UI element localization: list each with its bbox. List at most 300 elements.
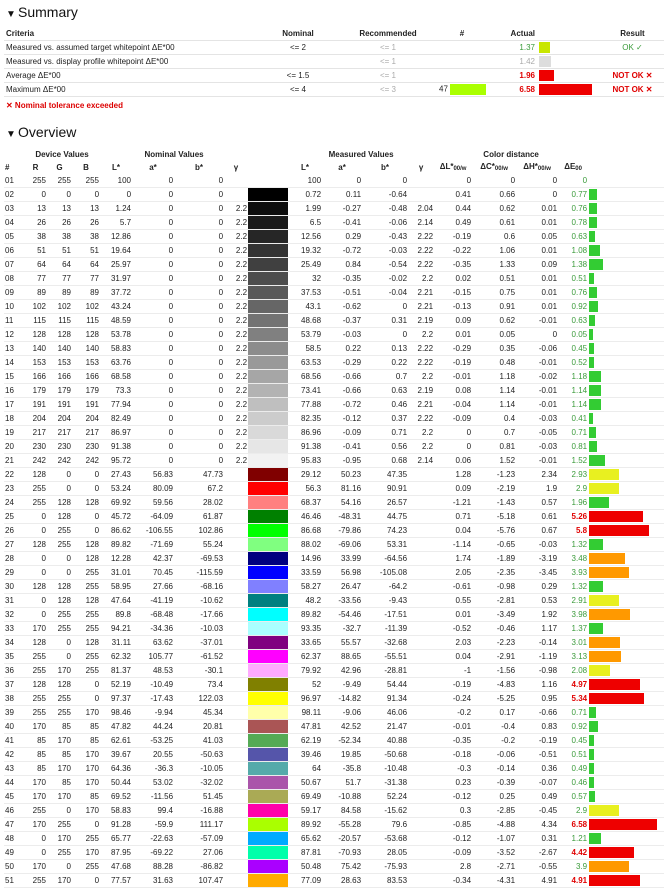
table-cell: 0.63 <box>362 383 408 397</box>
table-row <box>4 383 664 397</box>
table-cell: 0 <box>132 187 174 201</box>
table-cell: 0 <box>47 635 72 649</box>
table-cell: 0 <box>174 369 224 383</box>
table-cell: 170 <box>24 859 47 873</box>
patch-number: 35 <box>4 649 24 663</box>
delta-e-bar <box>589 371 601 382</box>
table-cell: 0.81 <box>472 439 516 453</box>
table-cell: 44.75 <box>362 509 408 523</box>
table-cell: 47.64 <box>100 593 132 607</box>
color-swatch <box>248 719 288 733</box>
color-swatch <box>248 621 288 635</box>
table-cell <box>224 467 248 481</box>
table-cell: 2.9 <box>558 803 588 817</box>
table-cell: 255 <box>72 831 100 845</box>
actual-bar-cell <box>537 69 601 83</box>
table-cell: -71.69 <box>132 537 174 551</box>
table-cell: 255 <box>47 705 72 719</box>
table-cell: -35.8 <box>322 761 362 775</box>
table-cell: 89.82 <box>288 607 322 621</box>
table-cell: 5.26 <box>558 509 588 523</box>
table-cell: 1.14 <box>472 397 516 411</box>
collapse-triangle-icon[interactable]: ▼ <box>6 129 16 140</box>
table-cell: -0.24 <box>434 691 472 705</box>
table-row <box>4 579 664 593</box>
table-cell <box>408 831 434 845</box>
table-cell: 255 <box>47 607 72 621</box>
table-cell: 170 <box>72 845 100 859</box>
table-cell: -0.01 <box>434 719 472 733</box>
swatch-fill <box>248 230 288 243</box>
table-cell: 51.45 <box>174 789 224 803</box>
table-cell: 50.48 <box>288 859 322 873</box>
table-cell: -32.7 <box>322 621 362 635</box>
table-cell: -0.95 <box>322 453 362 467</box>
table-cell: 96.97 <box>288 691 322 705</box>
measured-values-header: Measured Values <box>328 149 394 159</box>
table-cell: 85 <box>47 719 72 733</box>
table-cell: 170 <box>47 873 72 887</box>
table-cell: 140 <box>47 341 72 355</box>
delta-e-bar <box>589 567 629 578</box>
table-cell: -1.21 <box>434 495 472 509</box>
table-cell: -1.56 <box>472 663 516 677</box>
table-cell: 25.49 <box>288 257 322 271</box>
table-cell: -16.88 <box>174 803 224 817</box>
delta-e-bar <box>589 245 600 256</box>
color-swatch <box>248 859 288 873</box>
patch-number: 13 <box>4 341 24 355</box>
result-cell: NOT OK ✕ <box>601 83 664 97</box>
table-cell: 0.55 <box>434 593 472 607</box>
table-cell: 85 <box>24 761 47 775</box>
table-row <box>4 495 664 509</box>
table-cell: 0.11 <box>322 187 362 201</box>
table-cell: 85 <box>72 789 100 803</box>
table-cell: -0.4 <box>472 719 516 733</box>
table-cell <box>224 873 248 887</box>
table-cell: 0 <box>434 174 472 188</box>
table-cell: 1.99 <box>288 201 322 215</box>
table-row <box>4 299 664 313</box>
swatch-fill <box>248 706 288 719</box>
delta-e-bar <box>589 539 603 550</box>
table-cell: 0 <box>132 299 174 313</box>
color-swatch <box>248 397 288 411</box>
color-swatch <box>248 271 288 285</box>
delta-e-bar-cell <box>588 467 664 481</box>
table-cell: 166 <box>24 369 47 383</box>
delta-e-bar-cell <box>588 873 664 887</box>
table-cell: 67.2 <box>174 481 224 495</box>
table-cell: 0 <box>47 187 72 201</box>
table-cell <box>224 579 248 593</box>
swatch-fill <box>248 174 288 187</box>
table-cell <box>224 607 248 621</box>
table-cell: -0.14 <box>516 635 558 649</box>
table-cell: 0 <box>362 327 408 341</box>
overview-title[interactable]: ▼ Overview <box>6 124 77 140</box>
color-swatch <box>248 243 288 257</box>
table-cell: -0.52 <box>434 621 472 635</box>
table-cell: 80.09 <box>132 481 174 495</box>
delta-e-bar-cell <box>588 201 664 215</box>
color-swatch <box>248 383 288 397</box>
table-cell: 230 <box>24 439 47 453</box>
table-cell: 2.93 <box>558 467 588 481</box>
delta-e-bar <box>589 777 594 788</box>
count-header: # <box>437 27 487 41</box>
count-cell <box>437 55 487 69</box>
table-cell: 47.68 <box>100 859 132 873</box>
table-cell: 0 <box>132 174 174 188</box>
table-cell: 1.14 <box>472 383 516 397</box>
table-cell: -10.03 <box>174 621 224 635</box>
table-cell: 204 <box>24 411 47 425</box>
table-cell: -0.03 <box>362 243 408 257</box>
table-cell: 170 <box>24 621 47 635</box>
table-cell: -54.46 <box>322 607 362 621</box>
table-cell: 3.9 <box>558 859 588 873</box>
table-cell <box>408 593 434 607</box>
table-cell: 48.2 <box>288 593 322 607</box>
patch-number: 33 <box>4 621 24 635</box>
table-cell: -11.56 <box>132 789 174 803</box>
patch-number: 04 <box>4 215 24 229</box>
table-cell: 12.86 <box>100 229 132 243</box>
delta-e-bar <box>589 693 644 704</box>
table-cell: -0.09 <box>434 411 472 425</box>
table-cell <box>224 509 248 523</box>
table-cell: 0.78 <box>558 215 588 229</box>
table-cell: 1.74 <box>434 551 472 565</box>
table-cell: 6.5 <box>288 215 322 229</box>
table-cell: 0.76 <box>558 285 588 299</box>
patch-number: 20 <box>4 439 24 453</box>
table-cell: -59.9 <box>132 817 174 831</box>
table-cell: 2.08 <box>558 663 588 677</box>
table-cell: 0 <box>174 341 224 355</box>
patch-number: 34 <box>4 635 24 649</box>
table-cell: 0 <box>132 453 174 467</box>
delta-e-bar <box>589 847 634 858</box>
table-cell: 0.25 <box>472 789 516 803</box>
summary-title[interactable]: ▼ Summary <box>6 4 78 20</box>
table-cell: 2.2 <box>224 271 248 285</box>
recommended-cell: <= 1 <box>339 69 437 83</box>
table-cell: 19.32 <box>288 243 322 257</box>
table-cell: 0 <box>174 229 224 243</box>
tolerance-warning: ✕ Nominal tolerance exceeded <box>6 101 123 110</box>
table-cell <box>224 635 248 649</box>
table-cell: 0 <box>24 187 47 201</box>
table-cell: 170 <box>24 775 47 789</box>
table-cell: 21.47 <box>362 719 408 733</box>
table-cell: 0.63 <box>558 313 588 327</box>
delta-e-bar-cell <box>588 859 664 873</box>
table-cell: 26 <box>47 215 72 229</box>
table-cell: -41.19 <box>132 593 174 607</box>
table-cell <box>224 845 248 859</box>
table-cell: -75.93 <box>362 859 408 873</box>
delta-e-bar-cell <box>588 551 664 565</box>
patch-number: 28 <box>4 551 24 565</box>
table-cell: 166 <box>47 369 72 383</box>
table-cell: 0.52 <box>558 355 588 369</box>
table-cell: 68.37 <box>288 495 322 509</box>
delta-e-bar <box>589 343 594 354</box>
table-cell: 26.47 <box>322 579 362 593</box>
table-cell: 2.21 <box>408 285 434 299</box>
patch-number: 32 <box>4 607 24 621</box>
table-cell: -2.23 <box>472 635 516 649</box>
table-cell: 128 <box>47 327 72 341</box>
actual-cell: 6.58 <box>487 83 537 97</box>
table-cell: 63.53 <box>288 355 322 369</box>
measured-gamma-col: γ <box>418 162 424 172</box>
table-cell: 26.57 <box>362 495 408 509</box>
delta-e-bar <box>589 707 596 718</box>
table-cell: 100 <box>288 174 322 188</box>
table-cell: 255 <box>72 663 100 677</box>
color-swatch <box>248 747 288 761</box>
table-cell: -0.12 <box>322 411 362 425</box>
delta-e-bar-cell <box>588 775 664 789</box>
delta-e-bar-cell <box>588 831 664 845</box>
table-cell: -36.3 <box>132 761 174 775</box>
table-row <box>4 551 664 565</box>
delta-e-bar <box>589 483 619 494</box>
table-cell <box>224 761 248 775</box>
table-cell: 102 <box>47 299 72 313</box>
swatch-fill <box>248 622 288 635</box>
delta-e-bar <box>589 553 625 564</box>
table-cell: 50.67 <box>288 775 322 789</box>
table-cell: 0 <box>174 411 224 425</box>
collapse-triangle-icon[interactable]: ▼ <box>6 9 16 20</box>
table-cell: 32 <box>288 271 322 285</box>
table-cell: -1.89 <box>472 551 516 565</box>
table-cell: 97.37 <box>100 691 132 705</box>
delta-e-bar <box>589 217 597 228</box>
table-cell: 0.08 <box>434 383 472 397</box>
delta-e-bar <box>589 189 597 200</box>
table-cell: 94.21 <box>100 621 132 635</box>
table-cell: -0.55 <box>516 859 558 873</box>
table-cell: 0 <box>72 467 100 481</box>
swatch-fill <box>248 426 288 439</box>
table-cell: 3.13 <box>558 649 588 663</box>
table-row <box>4 257 664 271</box>
nominal-cell <box>257 55 339 69</box>
delta-e-bar-cell <box>588 425 664 439</box>
table-cell: -0.04 <box>434 397 472 411</box>
table-cell: 13 <box>24 201 47 215</box>
table-cell: 27.66 <box>132 579 174 593</box>
patch-number: 02 <box>4 187 24 201</box>
actual-bar-cell <box>537 41 601 55</box>
num-col: # <box>5 162 10 172</box>
table-cell: 65.77 <box>100 831 132 845</box>
table-cell: 87.95 <box>100 845 132 859</box>
table-row <box>4 621 664 635</box>
table-cell: -9.49 <box>322 677 362 691</box>
table-cell <box>408 174 434 188</box>
table-cell: -11.39 <box>362 621 408 635</box>
table-cell: 0.45 <box>558 733 588 747</box>
table-cell: 51 <box>72 243 100 257</box>
table-cell <box>408 565 434 579</box>
table-cell: 191 <box>72 397 100 411</box>
color-swatch <box>248 509 288 523</box>
table-cell: 100 <box>100 174 132 188</box>
table-cell: -52.34 <box>322 733 362 747</box>
table-cell: -4.83 <box>472 677 516 691</box>
table-cell: 1.24 <box>100 201 132 215</box>
swatch-fill <box>248 734 288 747</box>
table-cell: -37.01 <box>174 635 224 649</box>
table-cell: 2.2 <box>224 313 248 327</box>
table-cell: 58.27 <box>288 579 322 593</box>
table-cell: 0.04 <box>434 523 472 537</box>
swatch-fill <box>248 300 288 313</box>
color-swatch <box>248 481 288 495</box>
table-cell: -64.56 <box>362 551 408 565</box>
swatch-fill <box>248 692 288 705</box>
table-cell: 2.91 <box>558 593 588 607</box>
table-cell: 0 <box>174 397 224 411</box>
criteria-cell: Measured vs. display profile whitepoint ΔE*00 <box>4 55 257 69</box>
delta-e-bar-cell <box>588 299 664 313</box>
table-cell: -3.49 <box>472 607 516 621</box>
table-cell <box>224 593 248 607</box>
table-cell: 0.09 <box>516 257 558 271</box>
table-cell: 128 <box>72 495 100 509</box>
count-cell <box>437 69 487 83</box>
table-cell: 58.83 <box>100 803 132 817</box>
table-cell: 191 <box>24 397 47 411</box>
table-cell: 0.51 <box>558 747 588 761</box>
table-cell: 2.2 <box>224 229 248 243</box>
table-cell <box>408 635 434 649</box>
table-cell: -0.19 <box>434 229 472 243</box>
table-row <box>4 215 664 229</box>
table-cell: 90.91 <box>362 481 408 495</box>
table-cell: 81.37 <box>100 663 132 677</box>
table-cell <box>224 187 248 201</box>
table-cell: 128 <box>24 327 47 341</box>
delta-e-bar-cell <box>588 719 664 733</box>
delta-c-col: ΔC*00/w <box>480 162 508 173</box>
table-cell: 86.96 <box>288 425 322 439</box>
table-cell: -64.09 <box>132 509 174 523</box>
table-cell: -10.48 <box>362 761 408 775</box>
table-cell: 255 <box>72 621 100 635</box>
table-cell: -10.88 <box>322 789 362 803</box>
delta-h-col: ΔH*00/w <box>523 162 551 173</box>
color-swatch <box>248 285 288 299</box>
table-cell: 4.34 <box>516 817 558 831</box>
table-cell: 102 <box>24 299 47 313</box>
patch-number: 14 <box>4 355 24 369</box>
table-cell: 4.42 <box>558 845 588 859</box>
table-cell: -10.62 <box>174 593 224 607</box>
table-cell: 0.51 <box>472 271 516 285</box>
table-cell: 12.28 <box>100 551 132 565</box>
table-cell: 0.63 <box>558 229 588 243</box>
table-cell: -0.27 <box>322 201 362 215</box>
delta-e-bar-cell <box>588 397 664 411</box>
table-cell: -0.35 <box>434 733 472 747</box>
color-swatch <box>248 439 288 453</box>
color-swatch <box>248 775 288 789</box>
table-cell: -9.06 <box>322 705 362 719</box>
table-cell: -34.36 <box>132 621 174 635</box>
table-cell: -0.07 <box>516 775 558 789</box>
table-cell: 0.23 <box>434 775 472 789</box>
table-cell: 0 <box>47 481 72 495</box>
swatch-fill <box>248 790 288 803</box>
table-row <box>4 327 664 341</box>
table-cell <box>408 873 434 887</box>
table-cell: -69.53 <box>174 551 224 565</box>
swatch-fill <box>248 272 288 285</box>
table-cell: 255 <box>24 691 47 705</box>
table-cell: -1.43 <box>472 495 516 509</box>
table-cell: 0.6 <box>472 229 516 243</box>
table-cell: 2.2 <box>224 243 248 257</box>
table-cell: 105.77 <box>132 649 174 663</box>
table-cell: 0 <box>47 803 72 817</box>
patch-number: 21 <box>4 453 24 467</box>
delta-e-bar-cell <box>588 607 664 621</box>
table-cell: 86.68 <box>288 523 322 537</box>
table-cell: 255 <box>24 481 47 495</box>
patch-number: 18 <box>4 411 24 425</box>
summary-row <box>4 55 664 69</box>
table-cell: 191 <box>47 397 72 411</box>
table-row <box>4 537 664 551</box>
table-cell: 81.16 <box>322 481 362 495</box>
table-cell <box>224 859 248 873</box>
table-cell: -48.31 <box>322 509 362 523</box>
swatch-fill <box>248 328 288 341</box>
table-cell: -0.37 <box>322 313 362 327</box>
table-cell: 0.31 <box>516 831 558 845</box>
table-cell: 0 <box>174 439 224 453</box>
table-cell: -20.57 <box>322 831 362 845</box>
table-cell: 242 <box>47 453 72 467</box>
swatch-fill <box>248 286 288 299</box>
table-cell: 204 <box>47 411 72 425</box>
swatch-fill <box>248 440 288 453</box>
table-cell: 47.82 <box>100 719 132 733</box>
table-cell: -2.85 <box>472 803 516 817</box>
table-cell: 0.77 <box>558 187 588 201</box>
table-cell: -53.25 <box>132 733 174 747</box>
table-cell: 255 <box>72 579 100 593</box>
table-cell: 170 <box>47 761 72 775</box>
color-swatch <box>248 649 288 663</box>
table-cell: 2.03 <box>434 635 472 649</box>
table-cell <box>408 775 434 789</box>
table-cell: 89 <box>72 285 100 299</box>
table-cell: 0 <box>47 551 72 565</box>
table-cell: 0 <box>72 509 100 523</box>
table-cell: 0 <box>132 355 174 369</box>
table-cell: -69.06 <box>322 537 362 551</box>
table-row <box>4 229 664 243</box>
